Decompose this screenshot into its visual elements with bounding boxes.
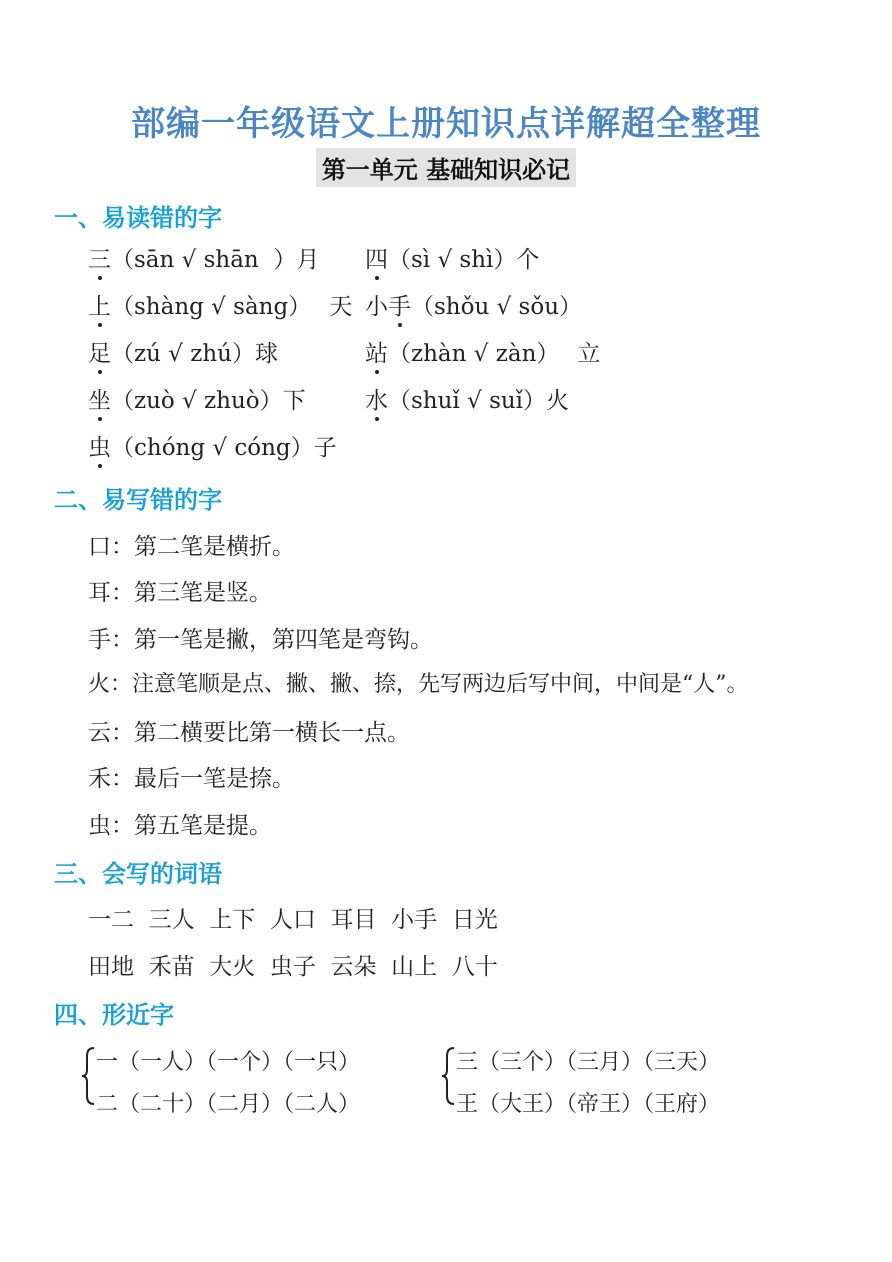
writing-note: 手：第一笔是撇，第四笔是弯钩。	[88, 627, 433, 653]
word-list-row: 一二 三人 上下 人口 耳目 小手 日光	[88, 907, 498, 933]
pronunciation-item: 三（sān √ shān ）月	[88, 241, 319, 274]
similar-char-group: 二（二十）（二月）（二人）	[96, 1092, 361, 1117]
dotted-char: 虫	[88, 429, 111, 462]
word-list-row: 田地 禾苗 大火 虫子 云朵 山上 八十	[88, 954, 498, 980]
document-title: 部编一年级语文上册知识点详解超全整理	[131, 104, 761, 144]
pronunciation-item: 水（shuǐ √ suǐ）火	[365, 382, 569, 415]
dotted-char: 三	[88, 241, 111, 274]
writing-note: 虫：第五笔是提。	[88, 813, 272, 839]
pronunciation-item: 坐（zuò √ zhuò）下	[88, 382, 306, 415]
dotted-char: 上	[88, 288, 111, 321]
section-heading-4: 四、形近字	[54, 1001, 174, 1029]
similar-char-group: 王（大王）（帝王）（王府）	[456, 1092, 721, 1117]
writing-note: 耳：第三笔是竖。	[88, 580, 272, 606]
writing-note: 口：第二笔是横折。	[88, 534, 295, 560]
writing-note: 火：注意笔顺是点、撇、撇、捺，先写两边后写中间，中间是“人”。	[88, 672, 749, 697]
dotted-char: 四	[365, 241, 388, 274]
section-heading-3: 三、会写的词语	[54, 860, 222, 888]
pronunciation-item: 站（zhàn √ zàn） 立	[365, 335, 600, 368]
dotted-char: 水	[365, 382, 388, 415]
unit-subtitle: 第一单元 基础知识必记	[316, 148, 576, 187]
writing-note: 云：第二横要比第一横长一点。	[88, 720, 410, 746]
dotted-char: 手	[388, 288, 411, 321]
similar-char-group: 三（三个）（三月）（三天）	[456, 1050, 721, 1075]
writing-note: 禾：最后一笔是捺。	[88, 766, 295, 792]
dotted-char: 坐	[88, 382, 111, 415]
pronunciation-item: 虫（chóng √ cóng）子	[88, 429, 337, 462]
section-heading-1: 一、易读错的字	[54, 204, 222, 232]
section-heading-2: 二、易写错的字	[54, 486, 222, 514]
pronunciation-item: 上（shàng √ sàng） 天	[88, 288, 352, 321]
dotted-char: 足	[88, 335, 111, 368]
dotted-char: 站	[365, 335, 388, 368]
pronunciation-item: 小手（shǒu √ sǒu）	[365, 288, 582, 321]
similar-char-group: 一（一人）（一个）（一只）	[96, 1050, 361, 1075]
pronunciation-item: 四（sì √ shì）个	[365, 241, 539, 274]
pronunciation-item: 足（zú √ zhú）球	[88, 335, 278, 368]
